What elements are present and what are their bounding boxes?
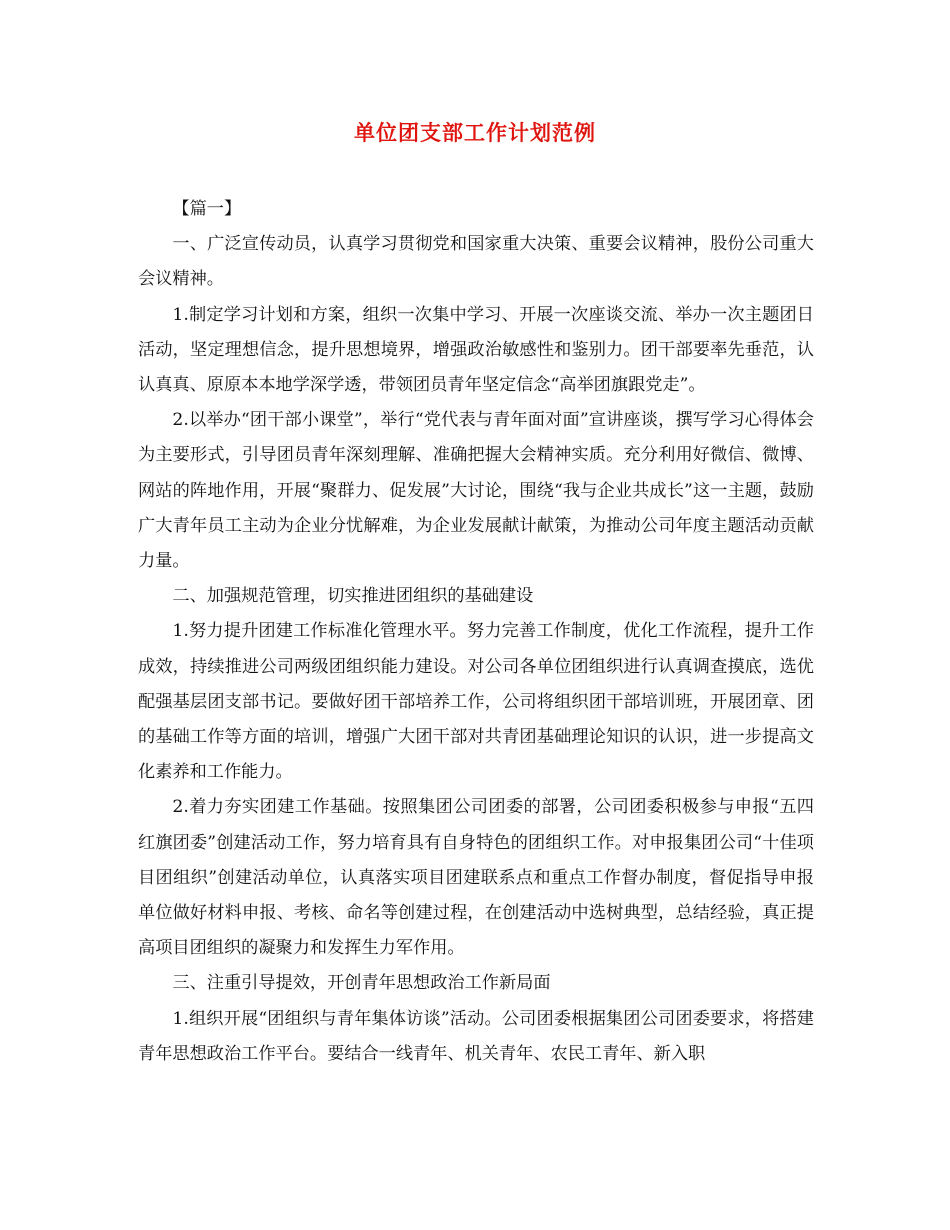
paragraph-1-1: 1.制定学习计划和方案，组织一次集中学习、开展一次座谈交流、举办一次主题团日活动，坚定理想信念，提升思想境界，增强政治敏感性和鉴别力。团干部要率先垂范，认认真真、原原本本地学深学透，带领团员青年坚定信念“高举团旗跟党走”。 — [138, 304, 814, 396]
paragraph-1-2: 2.以举办“团干部小课堂”，举行“党代表与青年面对面”宣讲座谈，撰写学习心得体会为主要形式，引导团员青年深刻理解、准确把握大会精神实质。充分利用好微信、微博、网站的阵地作用，开展“聚群力、促发展”大讨论，围绕“我与企业共成长”这一主题，鼓励广大青年员工主动为企业分忧解难，为企业发展献计献策，为推动公司年度主题活动贡献力量。 — [138, 410, 814, 572]
section-heading-1: 一、广泛宣传动员，认真学习贯彻党和国家重大决策、重要会议精神，股份公司重大会议精神。 — [138, 234, 814, 290]
section-heading-3: 三、注重引导提效，开创青年思想政治工作新局面 — [172, 973, 551, 994]
section-heading-2: 二、加强规范管理，切实推进团组织的基础建设 — [172, 586, 534, 607]
document-body — [138, 192, 814, 1072]
section-marker: 【篇一】 — [172, 199, 242, 219]
paragraph-3-1: 1.组织开展“团组织与青年集体访谈”活动。公司团委根据集团公司团委要求，将搭建青年思想政治工作平台。要结合一线青年、机关青年、农民工青年、新入职 — [138, 1008, 814, 1064]
paragraph-2-1: 1.努力提升团建工作标准化管理水平。努力完善工作制度，优化工作流程，提升工作成效，持续推进公司两级团组织能力建设。对公司各单位团组织进行认真调查摸底，选优配强基层团支部书记。要做好团干部培养工作，公司将组织团干部培训班，开展团章、团的基础工作等方面的培训，增强广大团干部对共青团基础理论知识的认识，进一步提高文化素养和工作能力。 — [138, 621, 814, 783]
paragraph-2-2: 2.着力夯实团建工作基础。按照集团公司团委的部署，公司团委积极参与申报“五四红旗团委”创建活动工作，努力培育具有自身特色的团组织工作。对申报集团公司“十佳项目团组织”创建活动单位，认真落实项目团建联系点和重点工作督办制度，督促指导申报单位做好材料申报、考核、命名等创建过程，在创建活动中选树典型，总结经验，真正提高项目团组织的凝聚力和发挥生力军作用。 — [138, 797, 814, 959]
document-title: 单位团支部工作计划范例 — [354, 121, 596, 145]
